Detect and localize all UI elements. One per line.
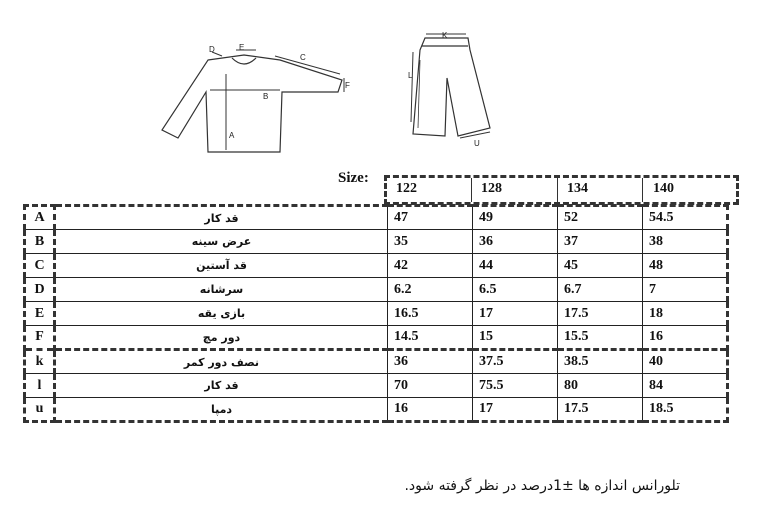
row-value: 6.2 xyxy=(388,278,473,302)
row-name: قد کار xyxy=(55,374,388,398)
shirt-label-f: F xyxy=(345,81,350,90)
row-name: سرشانه xyxy=(55,278,388,302)
size-header-cell: 134 xyxy=(567,181,588,196)
row-code: k xyxy=(25,350,55,374)
row-code: A xyxy=(25,206,55,230)
row-value: 15 xyxy=(473,326,558,350)
shirt-label-a: A xyxy=(229,131,235,140)
row-value: 16.5 xyxy=(388,302,473,326)
row-value: 36 xyxy=(388,350,473,374)
row-name: قد کار xyxy=(55,206,388,230)
table-row xyxy=(25,374,728,398)
row-value: 75.5 xyxy=(473,374,558,398)
size-header-cell: 140 xyxy=(653,181,674,196)
row-value: 45 xyxy=(558,254,643,278)
row-code: F xyxy=(25,326,55,350)
row-value: 17 xyxy=(473,302,558,326)
row-value: 48 xyxy=(643,254,728,278)
header-divider xyxy=(557,178,558,202)
table-row xyxy=(25,206,728,230)
row-code: D xyxy=(25,278,55,302)
row-value: 42 xyxy=(388,254,473,278)
row-value: 7 xyxy=(643,278,728,302)
row-value: 18 xyxy=(643,302,728,326)
header-divider xyxy=(642,178,643,202)
garment-svg xyxy=(0,0,757,165)
row-value: 14.5 xyxy=(388,326,473,350)
row-value: 47 xyxy=(388,206,473,230)
table-row xyxy=(25,350,728,374)
table-row xyxy=(25,254,728,278)
row-value: 36 xyxy=(473,230,558,254)
row-value: 16 xyxy=(643,326,728,350)
row-value: 6.7 xyxy=(558,278,643,302)
garment-diagrams xyxy=(0,0,757,165)
row-value: 84 xyxy=(643,374,728,398)
row-value: 18.5 xyxy=(643,398,728,422)
row-value: 35 xyxy=(388,230,473,254)
row-value: 17.5 xyxy=(558,302,643,326)
size-label: Size: xyxy=(338,170,369,186)
row-code: l xyxy=(25,374,55,398)
row-value: 15.5 xyxy=(558,326,643,350)
table-row xyxy=(25,230,728,254)
table-row xyxy=(25,326,728,350)
pants-label-u: U xyxy=(474,139,480,148)
row-value: 70 xyxy=(388,374,473,398)
row-code: B xyxy=(25,230,55,254)
row-value: 44 xyxy=(473,254,558,278)
row-value: 52 xyxy=(558,206,643,230)
shirt-diagram xyxy=(162,50,344,152)
row-value: 54.5 xyxy=(643,206,728,230)
pants-diagram xyxy=(411,34,490,138)
row-name: عرض سینه xyxy=(55,230,388,254)
shirt-label-e: E xyxy=(239,43,245,52)
size-table xyxy=(23,204,729,423)
row-value: 80 xyxy=(558,374,643,398)
shirt-label-b: B xyxy=(263,92,269,101)
row-value: 6.5 xyxy=(473,278,558,302)
table-row xyxy=(25,398,728,422)
row-name: دمپا xyxy=(55,398,388,422)
table-row xyxy=(25,278,728,302)
size-header-cell: 122 xyxy=(396,181,417,196)
row-value: 17.5 xyxy=(558,398,643,422)
size-header-cell: 128 xyxy=(481,181,502,196)
pants-label-l: L xyxy=(408,71,413,80)
row-value: 37 xyxy=(558,230,643,254)
tolerance-note: تلورانس اندازه ها ±1درصد در نظر گرفته شود. xyxy=(404,478,680,494)
shirt-label-c: C xyxy=(300,53,306,62)
row-value: 17 xyxy=(473,398,558,422)
pants-label-k: K xyxy=(442,31,448,40)
row-code: u xyxy=(25,398,55,422)
row-value: 40 xyxy=(643,350,728,374)
row-name: دور مچ xyxy=(55,326,388,350)
row-value: 38.5 xyxy=(558,350,643,374)
table-row xyxy=(25,302,728,326)
row-name: بازی یقه xyxy=(55,302,388,326)
row-code: C xyxy=(25,254,55,278)
row-name: نصف دور کمر xyxy=(55,350,388,374)
shirt-label-d: D xyxy=(209,45,215,54)
row-value: 38 xyxy=(643,230,728,254)
header-divider xyxy=(471,178,472,202)
row-code: E xyxy=(25,302,55,326)
row-name: قد آستین xyxy=(55,254,388,278)
row-value: 49 xyxy=(473,206,558,230)
size-header xyxy=(384,175,739,205)
row-value: 16 xyxy=(388,398,473,422)
row-value: 37.5 xyxy=(473,350,558,374)
